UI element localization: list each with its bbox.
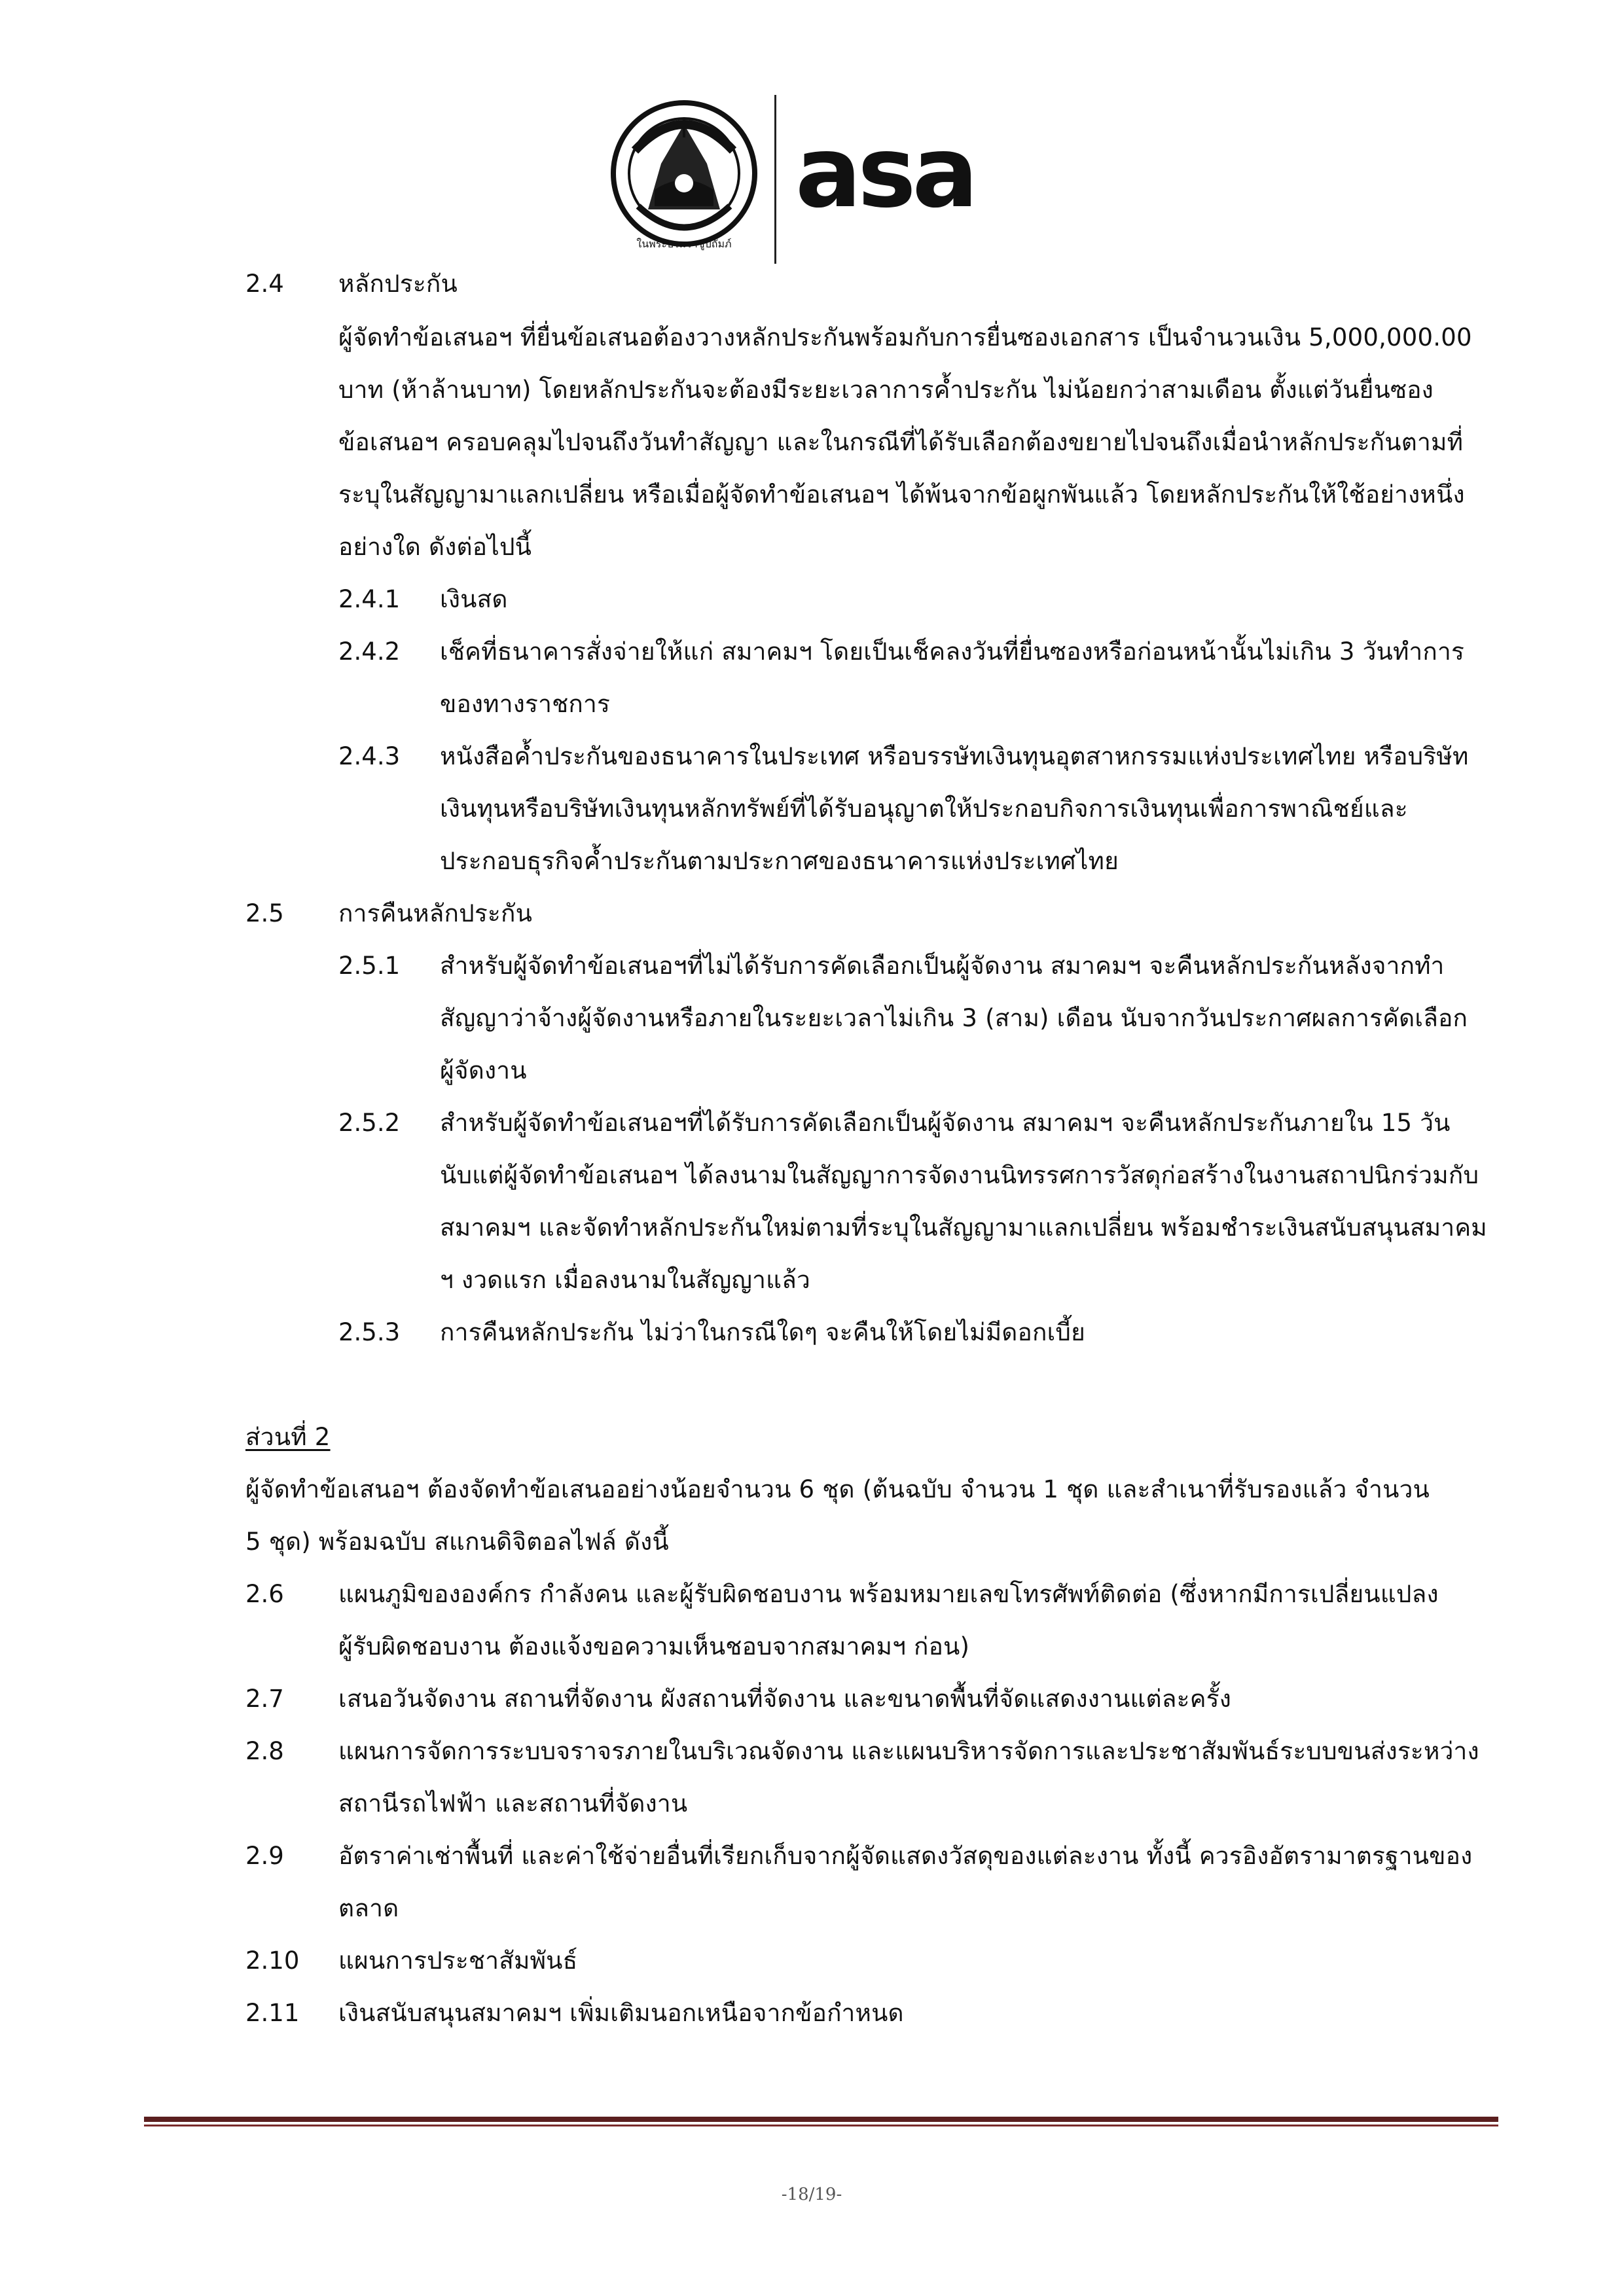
subsection-line: สำหรับผู้จัดทำข้อเสนอฯที่ได้รับการคัดเลือกเป็นผู้จัดงาน สมาคมฯ จะคืนหลักประกันภายใน 15 วัน (440, 1109, 1451, 1137)
footer-rule (144, 2117, 1498, 2122)
seal-caption: ในพระบรมราชูปถัมภ์ (636, 238, 732, 250)
subsection-number: 2.4.1 (338, 585, 401, 613)
subsection-line: เงินสด (440, 585, 508, 613)
item-line: แผนภูมิขององค์กร กำลังคน และผู้รับผิดชอบงาน พร้อมหมายเลขโทรศัพท์ติดต่อ (ซึ่งหากมีการเปลี่ยนแปลง (338, 1580, 1439, 1608)
subsection-number: 2.5.2 (338, 1109, 401, 1137)
item-number: 2.10 (245, 1946, 300, 1975)
subsection-line: สมาคมฯ และจัดทำหลักประกันใหม่ตามที่ระบุในสัญญามาแลกเปลี่ยน พร้อมชำระเงินสนับสนุนสมาคม (440, 1213, 1487, 1242)
page-header (0, 0, 1624, 275)
item-line: แผนการจัดการระบบจราจรภายในบริเวณจัดงาน และแผนบริหารจัดการและประชาสัมพันธ์ระบบขนส่งระหว่าง (338, 1737, 1479, 1765)
footer-rule-thin (144, 2125, 1498, 2126)
item-line: แผนการประชาสัมพันธ์ (338, 1946, 578, 1975)
subsection-line: ประกอบธุรกิจค้ำประกันตามประกาศของธนาคารแห่งประเทศไทย (440, 847, 1119, 875)
part-intro-line: 5 ชุด) พร้อมฉบับ สแกนดิจิตอลไฟล์ ดังนี้ (245, 1528, 669, 1556)
part-heading: ส่วนที่ 2 (245, 1423, 331, 1451)
subsection-number: 2.4.3 (338, 742, 401, 770)
paragraph-line: อย่างใด ดังต่อไปนี้ (338, 533, 532, 561)
asa-wordmark-logo (795, 134, 1044, 219)
subsection-line: ฯ งวดแรก เมื่อลงนามในสัญญาแล้ว (440, 1266, 811, 1294)
subsection-number: 2.5.1 (338, 952, 401, 980)
logo-divider (774, 95, 776, 264)
item-line: อัตราค่าเช่าพื้นที่ และค่าใช้จ่ายอื่นที่เรียกเก็บจากผู้จัดแสดงวัสดุของแต่ละงาน ทั้งนี้ ควรอิงอัตรามาตรฐานของ (338, 1842, 1473, 1870)
paragraph-line: ผู้จัดทำข้อเสนอฯ ที่ยื่นข้อเสนอต้องวางหลักประกันพร้อมกับการยื่นซองเอกสาร เป็นจำนวนเงิน 5,000,000.00 (338, 323, 1472, 351)
part-intro-line: ผู้จัดทำข้อเสนอฯ ต้องจัดทำข้อเสนออย่างน้อยจำนวน 6 ชุด (ต้นฉบับ จำนวน 1 ชุด และสำเนาที่รับรองแล้ว จำนวน (245, 1475, 1430, 1503)
item-number: 2.6 (245, 1580, 284, 1608)
subsection-line: ของทางราชการ (440, 690, 611, 718)
asa-wordmark-text: asa (795, 134, 975, 219)
subsection-line: การคืนหลักประกัน ไม่ว่าในกรณีใดๆ จะคืนให้โดยไม่มีดอกเบี้ย (440, 1318, 1085, 1346)
asa-seal-logo (609, 92, 759, 255)
subsection-line: สัญญาว่าจ้างผู้จัดงานหรือภายในระยะเวลาไม่เกิน 3 (สาม) เดือน นับจากวันประกาศผลการคัดเลือก (440, 1004, 1468, 1032)
item-line: สถานีรถไฟฟ้า และสถานที่จัดงาน (338, 1789, 688, 1818)
item-line: ผู้รับผิดชอบงาน ต้องแจ้งขอความเห็นชอบจากสมาคมฯ ก่อน) (338, 1632, 970, 1660)
item-number: 2.9 (245, 1842, 284, 1870)
section-title: การคืนหลักประกัน (338, 899, 533, 927)
subsection-line: ผู้จัดงาน (440, 1056, 527, 1085)
section-number: 2.4 (245, 270, 284, 298)
item-line: เงินสนับสนุนสมาคมฯ เพิ่มเติมนอกเหนือจากข้อกำหนด (338, 1999, 904, 2027)
subsection-number: 2.4.2 (338, 637, 401, 666)
paragraph-line: ระบุในสัญญามาแลกเปลี่ยน หรือเมื่อผู้จัดทำข้อเสนอฯ ได้พ้นจากข้อผูกพันแล้ว โดยหลักประกันให้ใช้อย่างหนึ่ง (338, 480, 1465, 509)
paragraph-line: ข้อเสนอฯ ครอบคลุมไปจนถึงวันทำสัญญา และในกรณีที่ได้รับเลือกต้องขยายไปจนถึงเมื่อนำหลักประกันตามที่ (338, 428, 1464, 456)
item-number: 2.7 (245, 1685, 284, 1713)
section-title: หลักประกัน (338, 270, 458, 298)
item-number: 2.8 (245, 1737, 284, 1765)
item-line: เสนอวันจัดงาน สถานที่จัดงาน ผังสถานที่จัดงาน และขนาดพื้นที่จัดแสดงงานแต่ละครั้ง (338, 1685, 1232, 1713)
subsection-line: นับแต่ผู้จัดทำข้อเสนอฯ ได้ลงนามในสัญญาการจัดงานนิทรรศการวัสดุก่อสร้างในงานสถาปนิกร่วมกับ (440, 1161, 1479, 1189)
section-number: 2.5 (245, 899, 284, 927)
item-number: 2.11 (245, 1999, 300, 2027)
paragraph-line: บาท (ห้าล้านบาท) โดยหลักประกันจะต้องมีระยะเวลาการค้ำประกัน ไม่น้อยกว่าสามเดือน ตั้งแต่วันยื่นซอง (338, 376, 1434, 404)
subsection-line: สำหรับผู้จัดทำข้อเสนอฯที่ไม่ได้รับการคัดเลือกเป็นผู้จัดงาน สมาคมฯ จะคืนหลักประกันหลังจากทำ (440, 952, 1445, 980)
subsection-line: เช็คที่ธนาคารสั่งจ่ายให้แก่ สมาคมฯ โดยเป็นเช็คลงวันที่ยื่นซองหรือก่อนหน้านั้นไม่เกิน 3 วันทำการ (440, 637, 1465, 666)
page-number: -18/19- (781, 2185, 842, 2204)
item-line: ตลาด (338, 1894, 399, 1922)
subsection-number: 2.5.3 (338, 1318, 401, 1346)
subsection-line: เงินทุนหรือบริษัทเงินทุนหลักทรัพย์ที่ได้รับอนุญาตให้ประกอบกิจการเงินทุนเพื่อการพาณิชย์และ (440, 795, 1408, 823)
subsection-line: หนังสือค้ำประกันของธนาคารในประเทศ หรือบรรษัทเงินทุนอุตสาหกรรมแห่งประเทศไทย หรือบริษัท (440, 742, 1469, 770)
